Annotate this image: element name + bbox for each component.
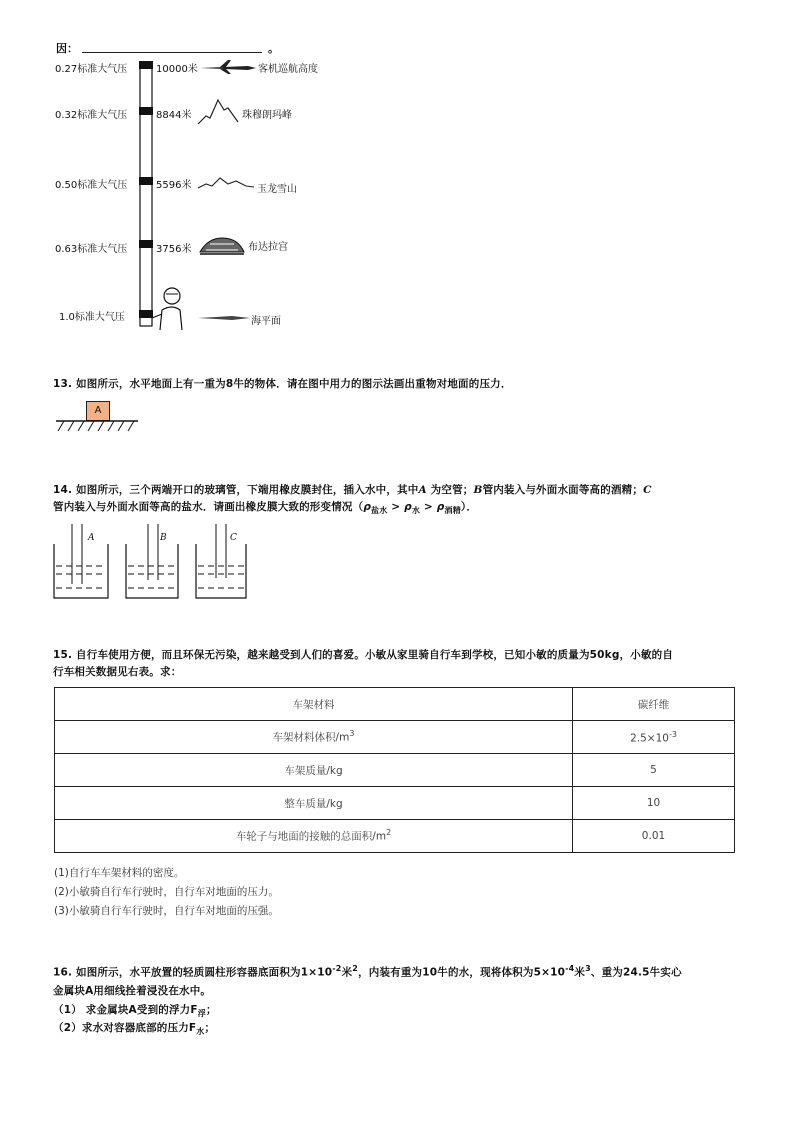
q16-line2: 金属块A用细线拴着浸没在水中。: [53, 985, 212, 997]
q15-sub-3: (3)小敏骑自行车行驶时，自行车对地面的压强。: [54, 905, 279, 917]
table-cell-label: 车轮子与地面的接触的总面积$/m^2$: [55, 820, 573, 853]
ground-surface: [56, 420, 140, 434]
block-a-label: A: [94, 405, 102, 416]
table-row: [55, 721, 735, 754]
q16-line1: 16. 如图所示，水平放置的轻质圆柱形容器底面积为$1\times 10^{-2}$米$^2$，内装有重为10牛的水，现将体积为$5\times 10^{-4}$米$^3$、重为24.5牛实心: [53, 964, 682, 979]
beaker-b: [126, 524, 178, 598]
height-label-0: 10000米: [156, 64, 198, 75]
table-row: [55, 787, 735, 820]
reason-end: 。: [268, 42, 279, 55]
block-a: [86, 401, 110, 421]
tube-label-b: B: [160, 533, 167, 543]
reason-prefix: 因：: [56, 42, 78, 55]
table-cell-label: 车架材料体积$/m^3$: [55, 721, 573, 754]
q15-line1: 15. 自行车使用方便，而且环保无污染，越来越受到人们的喜爱。小敏从家里骑自行车到学校，已知小敏的质量为50kg，小敏的自: [53, 649, 674, 661]
table-row: [55, 820, 735, 853]
q14-line1: 14. 如图所示，三个两端开口的玻璃管，下端用橡皮膜封住，插入水中，其中A 为空管；B管内装入与外面水面等高的酒精；C: [53, 484, 652, 496]
airplane-icon: [198, 58, 258, 76]
pressure-label-0: 0.27标准大气压: [55, 64, 128, 75]
mountain-everest-icon: [196, 96, 240, 126]
place-label-1: 珠穆朗玛峰: [242, 110, 292, 121]
bike-data-table: [54, 687, 735, 853]
sea-level-wave-icon: [196, 312, 252, 324]
table-cell-value: $2.5\times 10^{-3}$: [573, 721, 735, 754]
tube-label-a: A: [88, 533, 95, 543]
person-icon: [150, 284, 186, 332]
mountain-yulong-icon: [196, 172, 256, 192]
q14-line2: 管内装入与外面水面等高的盐水．请画出橡皮膜大致的形变情况$(\rho_{盐水} > \rho_水 > \rho_{酒精})$．: [53, 501, 478, 516]
q13-text: 13. 如图所示，水平地面上有一重为8牛的物体．请在图中用力的图示法画出重物对地面的压力．: [53, 378, 512, 390]
tube-mark-10000: [139, 61, 153, 69]
pressure-label-3: 0.63标准大气压: [55, 244, 128, 255]
answer-blank[interactable]: [82, 52, 262, 53]
table-cell-label: 车架材料: [55, 688, 573, 721]
place-label-3: 布达拉宫: [248, 242, 288, 253]
tube-mark-5596: [139, 177, 153, 185]
place-label-2: 玉龙雪山: [257, 184, 297, 195]
table-cell-value: 碳纤维: [573, 688, 735, 721]
q15-sub-1: (1)自行车车架材料的密度。: [54, 867, 185, 879]
height-label-3: 3756米: [156, 244, 192, 255]
q15-sub-2: (2)小敏骑自行车行驶时，自行车对地面的压力。: [54, 886, 279, 898]
place-label-4: 海平面: [251, 316, 281, 327]
table-row: [55, 754, 735, 787]
tubes-diagram: [50, 522, 250, 602]
tube-mark-8844: [139, 107, 153, 115]
pressure-label-2: 0.50标准大气压: [55, 180, 128, 191]
table-row: [55, 688, 735, 721]
table-cell-value: 10: [573, 787, 735, 820]
q16-sub-2: （2）求水对容器底部的压力$F_水$；: [53, 1022, 216, 1037]
potala-palace-icon: [198, 230, 246, 258]
tube-label-c: C: [230, 533, 237, 543]
place-label-0: 客机巡航高度: [258, 64, 318, 75]
pressure-label-1: 0.32标准大气压: [55, 110, 128, 121]
table-cell-value: 5: [573, 754, 735, 787]
beaker-a: [54, 524, 108, 598]
table-cell-value: 0.01: [573, 820, 735, 853]
height-label-2: 5596米: [156, 180, 192, 191]
tube-mark-3756: [139, 240, 153, 248]
q15-line2: 行车相关数据见右表。求：: [53, 666, 182, 678]
height-label-1: 8844米: [156, 110, 192, 121]
pressure-label-4: 1.0标准大气压: [59, 312, 125, 323]
table-cell-label: 整车质量/kg: [55, 787, 573, 820]
table-cell-label: 车架质量/kg: [55, 754, 573, 787]
beaker-c: [196, 524, 246, 598]
q16-sub-1: （1） 求金属块A受到的浮力$F_浮$；: [53, 1004, 217, 1019]
